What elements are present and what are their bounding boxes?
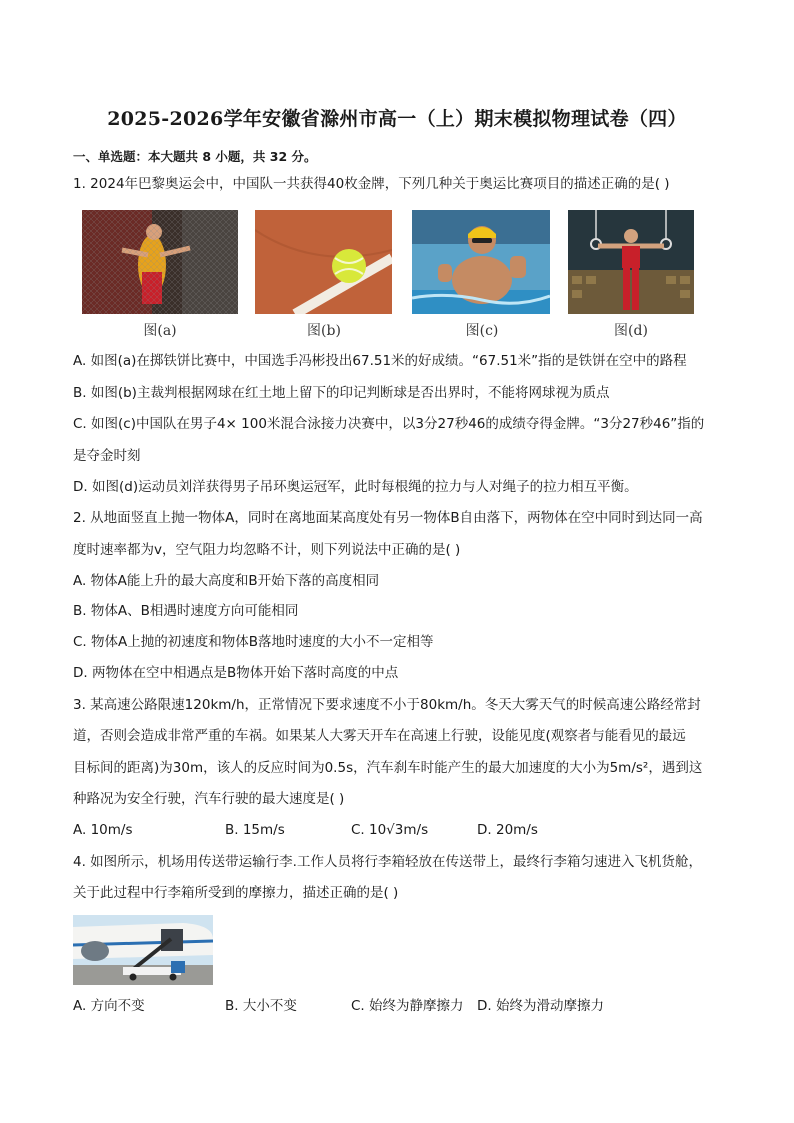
q4-stem-line-2: 关于此过程中行李箱所受到的摩擦力，描述正确的是( )	[73, 885, 399, 901]
figure-c-caption: 图(c)	[465, 323, 499, 339]
q2-option-a: A. 物体A能上升的最大高度和B开始下落的高度相同	[73, 573, 380, 589]
q3-stem-line-2: 道，否则会造成非常严重的车祸。如果某人大雾天开车在高速上行驶，设能见度(观察者与能看见的最远	[73, 728, 686, 744]
q3-stem-line-1: 3. 某高速公路限速120km/h，正常情况下要求速度不小于80km/h。冬天大雾天气的时候高速公路经常封	[73, 697, 701, 713]
figure-a-discus-photo	[82, 210, 238, 314]
figure-d-caption: 图(d)	[614, 323, 648, 339]
q4-option-b: B. 大小不变	[225, 998, 297, 1014]
q2-stem-line-1: 2. 从地面竖直上抛一物体A，同时在离地面某高度处有另一物体B自由落下，两物体在空中同时到达同一高	[73, 510, 703, 526]
q3-option-c: C. 10√3m/s	[351, 822, 429, 838]
q4-option-d: D. 始终为滑动摩擦力	[477, 998, 604, 1014]
q2-option-c: C. 物体A上抛的初速度和物体B落地时速度的大小不一定相等	[73, 634, 434, 650]
q3-option-b: B. 15m/s	[225, 822, 285, 838]
figure-c-swimmer-photo	[412, 210, 550, 314]
figure-b-caption: 图(b)	[307, 323, 341, 339]
q4-option-a: A. 方向不变	[73, 998, 145, 1014]
q2-stem-line-2: 度时速率都为v，空气阻力均忽略不计，则下列说法中正确的是( )	[73, 542, 461, 558]
q4-airport-conveyor-photo	[73, 915, 213, 985]
q1-option-d: D. 如图(d)运动员刘洋获得男子吊环奥运冠军，此时每根绳的拉力与人对绳子的拉力相互平衡。	[73, 479, 638, 495]
q2-option-d: D. 两物体在空中相遇点是B物体开始下落时高度的中点	[73, 665, 399, 681]
figure-d-gymnast-photo	[568, 210, 694, 314]
q3-option-a: A. 10m/s	[73, 822, 133, 838]
q3-stem-line-4: 种路况为安全行驶，汽车行驶的最大速度是( )	[73, 791, 345, 807]
q2-option-b: B. 物体A、B相遇时速度方向可能相同	[73, 603, 299, 619]
q1-option-a: A. 如图(a)在掷铁饼比赛中，中国选手冯彬投出67.51米的好成绩。“67.51米”指的是铁饼在空中的路程	[73, 353, 687, 369]
figure-b-tennis-photo	[255, 210, 392, 314]
figure-a-caption: 图(a)	[143, 323, 177, 339]
exam-title: 2025-2026学年安徽省滁州市高一（上）期末模拟物理试卷（四）	[107, 108, 687, 130]
q3-stem-line-3: 目标间的距离)为30m，该人的反应时间为0.5s，汽车刹车时能产生的最大加速度的大小为5m/s²，遇到这	[73, 760, 703, 776]
q3-option-d: D. 20m/s	[477, 822, 538, 838]
q1-option-c: C. 如图(c)中国队在男子4× 100米混合泳接力决赛中，以3分27秒46的成绩夺得金牌。“3分27秒46”指的	[73, 416, 705, 432]
q4-stem-line-1: 4. 如图所示，机场用传送带运输行李.工作人员将行李箱轻放在传送带上，最终行李箱匀速进入飞机货舱，	[73, 854, 702, 870]
q1-option-b: B. 如图(b)主裁判根据网球在红土地上留下的印记判断球是否出界时，不能将网球视为质点	[73, 385, 610, 401]
q1-option-c-continued: 是夺金时刻	[73, 448, 141, 464]
q4-option-c: C. 始终为静摩擦力	[351, 998, 464, 1014]
q1-stem: 1. 2024年巴黎奥运会中，中国队一共获得40枚金牌，下列几种关于奥运比赛项目的描述正确的是( )	[73, 176, 670, 192]
section-heading: 一、单选题：本大题共 8 小题，共 32 分。	[73, 149, 317, 164]
